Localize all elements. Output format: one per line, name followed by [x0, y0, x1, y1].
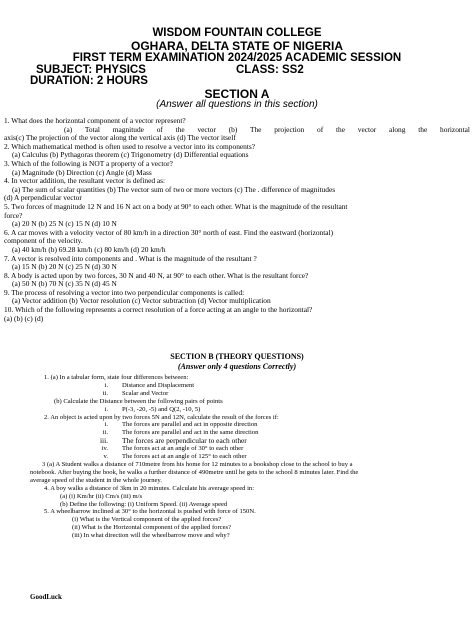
question-line: 7. A vector is resolved into components and . What is the magnitude of the resultant ? — [4, 254, 257, 263]
theory-line: 2. An object is acted upon by two forces 5N and 12N, calculate the result of the forces if: — [44, 413, 279, 421]
question-line: axis(c) The projection of the vector along the vertical axis (d) The vector itself — [4, 134, 236, 143]
theory-line: notebook. After buying the book, he walks a further distance of 490metre until he gets to the school 8 minutes later. Find the — [30, 468, 359, 476]
question-line: 10. Which of the following represents a correct resolution of a force acting at an angle to the horizontal? — [4, 306, 313, 315]
theory-subitem — [0, 445, 470, 453]
question-line: (a) (b) (c) (d) — [4, 314, 44, 323]
theory-subitem — [0, 437, 470, 445]
roman-numeral: v. — [103, 453, 108, 461]
question-line: (a) Total magnitude of the vector (b) The projection of the vector along the horizontal — [64, 125, 470, 134]
duration-label: DURATION: 2 HOURS — [30, 75, 148, 87]
theory-line: (b) Calculate the Distance between the following pairs of points — [54, 397, 223, 405]
theory-line: (ii) What is the Horizontal component of the applied forces? — [72, 524, 231, 532]
question-line: 8. A body is acted upon by two forces, 30 N and 40 N, at 90° to each other. What is the resultant force? — [4, 271, 309, 280]
subitem-text: Distance and Displacement — [122, 381, 195, 389]
question-line: (a) Vector addition (b) Vector resolution (c) Vector subtraction (d) Vector multiplication — [12, 297, 271, 306]
question-line: 4. In vector addition, the resultant vector is defined as: — [4, 177, 166, 186]
goodluck-note: GoodLuck — [30, 593, 62, 601]
subitem-text: The forces are parallel and act in opposite direction — [122, 421, 258, 429]
question-line: (a) 20 N (b) 25 N (c) 15 N (d) 10 N — [12, 220, 117, 229]
roman-numeral: iv. — [101, 445, 108, 453]
theory-subitem — [0, 406, 470, 414]
subitem-text: The forces are perpendicular to each other — [122, 436, 247, 446]
roman-numeral: i. — [104, 381, 108, 389]
question-line: 1. What does the horizontal component of a vector represent? — [4, 117, 186, 125]
section-b-instruction: (Answer only 4 questions Correctly) — [177, 362, 297, 371]
question-line: (a) Magnitude (b) Direction (c) Angle (d) Mass — [12, 168, 152, 177]
exam-title: FIRST TERM EXAMINATION 2024/2025 ACADEMIC SESSION — [72, 52, 402, 64]
question-line: (a) The sum of scalar quantities (b) The vector sum of two or more vectors (c) The . difference of magnitudes — [12, 185, 336, 194]
question-line: component of the velocity. — [4, 237, 83, 246]
theory-line: 3 (a) A Student walks a distance of 710metre from his home for 12 minutes to a bookshop close to the school to buy a — [42, 460, 353, 468]
theory-subitem — [0, 382, 470, 390]
section-a-instruction: (Answer all questions in this section) — [156, 99, 318, 110]
roman-numeral: i. — [104, 405, 108, 413]
subitem-text: The forces act at an angle of 125° to each other — [122, 453, 247, 461]
theory-subitem — [0, 390, 470, 398]
theory-line: 4. A boy walks a distance of 3km in 20 minutes. Calculate his average speed in: — [44, 484, 255, 492]
theory-subitem — [0, 421, 470, 429]
theory-line: average speed of the student in the whole journey. — [30, 476, 162, 484]
roman-numeral: ii. — [102, 389, 108, 397]
subitem-text: P(-3, -20, -5) and Q(2, -10, 5) — [122, 405, 201, 413]
question-line: (a) 50 N (b) 70 N (c) 35 N (d) 45 N — [12, 280, 117, 289]
theory-line: (b) Define the following: (i) Uniform Speed. (ii) Average speed — [60, 500, 228, 508]
question-line: 2. Which mathematical method is often used to resolve a vector into its components? — [4, 142, 256, 151]
roman-numeral: iii. — [99, 436, 108, 446]
section-a-title: SECTION A — [204, 87, 270, 101]
question-line: (a) 15 N (b) 20 N (c) 25 N (d) 30 N — [12, 263, 117, 272]
subitem-text: Scalar and Vector — [122, 389, 169, 397]
theory-line: (i) What is the Vertical component of the applied forces? — [72, 516, 222, 524]
question-line: force? — [4, 211, 23, 220]
section-b-title: SECTION B (THEORY QUESTIONS) — [170, 352, 304, 361]
section-a-questions — [4, 117, 470, 323]
subitem-text: The forces act at an angle of 30° to each other — [122, 445, 244, 453]
subitem-text: The forces are parallel and act in the same direction — [122, 429, 259, 437]
question-line: 3. Which of the following is NOT a property of a vector? — [4, 159, 173, 168]
class-label: CLASS: SS2 — [236, 64, 304, 76]
question-line: 9. The process of resolving a vector into two perpendicular components is called: — [4, 288, 245, 297]
question-line: (d) A perpendicular vector — [4, 194, 82, 203]
theory-line: (a) (i) Km/hr (ii) Cm/s (iii) m/s — [60, 492, 143, 500]
roman-numeral: i. — [104, 421, 108, 429]
theory-line: 5. A wheelbarrow inclined at 30° to the horizontal is pushed with force of 150N. — [44, 508, 256, 516]
college-name: WISDOM FOUNTAIN COLLEGE — [152, 27, 322, 39]
subject-label: SUBJECT: PHYSICS — [36, 64, 146, 76]
roman-numeral: ii. — [102, 429, 108, 437]
question-line: 5. Two forces of magnitude 12 N and 16 N act on a body at 90° to each other. What is the magnitude of the resultant — [4, 202, 348, 211]
question-line: (a) 40 km/h (b) 69.28 km/h (c) 80 km/h (d) 20 km/h — [12, 245, 166, 254]
theory-subitem — [0, 453, 470, 461]
college-location: OGHARA, DELTA STATE OF NIGERIA — [131, 39, 343, 53]
question-line: 6. A car moves with a velocity vector of 80 km/h in a direction 30° north of east. Find the eastward (horizontal) — [4, 228, 334, 237]
theory-line: 1. (a) In a tabular form, state four differences between: — [44, 374, 189, 381]
section-b-questions — [0, 374, 470, 540]
question-line: (a) Calculus (b) Pythagoras theorem (c) Trigonometry (d) Differential equations — [12, 151, 249, 160]
theory-line: (iii) In what direction will the wheelbarrow move and why? — [72, 532, 230, 540]
